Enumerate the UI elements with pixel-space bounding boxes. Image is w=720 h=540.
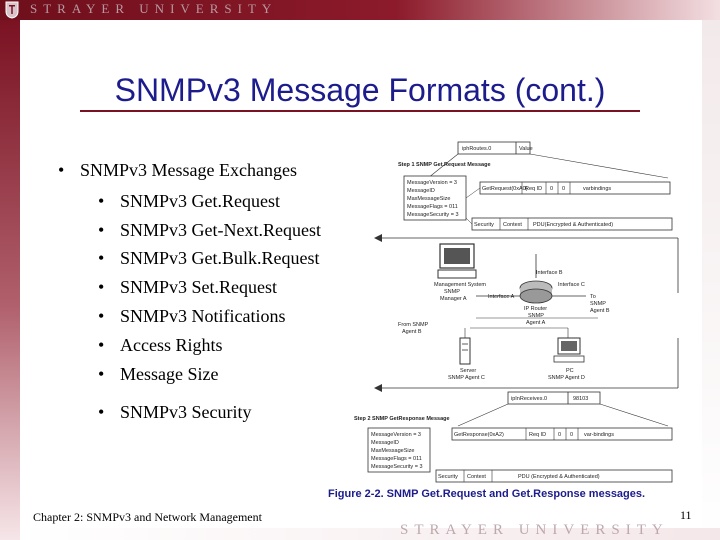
- top-banner: [0, 0, 720, 20]
- workstation-icon: [438, 244, 476, 278]
- pc-icon: [554, 338, 584, 362]
- sub-bullet-label: Message Size: [120, 364, 219, 384]
- bullet-main: • SNMPv3 Message Exchanges: [58, 160, 297, 180]
- university-seal-icon: [4, 1, 20, 19]
- varbind-name-bottom: ipInReceives.0: [511, 396, 548, 402]
- pc-label: PC SNMP Agent D: [548, 368, 585, 381]
- header-brand: STRAYER UNIVERSITY: [30, 1, 278, 16]
- from-agent-label: From SNMP Agent B: [398, 322, 429, 335]
- title-underline: [80, 110, 640, 112]
- router-icon: [520, 281, 552, 303]
- msg-field: MessageID: [371, 440, 399, 446]
- pdu-cell: Req ID: [525, 186, 543, 192]
- msg-field: MaxMessageSize: [371, 448, 415, 454]
- pdu-cell: 0: [570, 432, 574, 438]
- msg-field: MessageID: [407, 188, 435, 194]
- page-number: 11: [680, 508, 692, 522]
- msg-field: MaxMessageSize: [407, 196, 451, 202]
- footer-chapter: Chapter 2: SNMPv3 and Network Management: [33, 510, 262, 524]
- sub-bullet-label: SNMPv3 Get.Bulk.Request: [120, 248, 320, 268]
- sub-bullet-label: SNMPv3 Set.Request: [120, 277, 278, 297]
- msg-field: MessageSecurity = 3: [371, 464, 423, 470]
- pdu-cell: varbindings: [583, 186, 612, 192]
- varbind-name-top: iphRoutes.0: [462, 146, 492, 152]
- right-decor-bar: [702, 20, 720, 540]
- sec-cell: PDU(Encrypted & Authenticated): [533, 222, 614, 228]
- varbind-value-bottom: 98103: [573, 396, 589, 402]
- sub-bullet-label: SNMPv3 Notifications: [120, 306, 286, 326]
- snmp-message-figure: [354, 138, 688, 488]
- to-agent-label: To SNMP Agent B: [590, 294, 610, 314]
- sub-bullet: • Access Rights: [98, 335, 223, 355]
- pdu-cell: GetRequest(0xA0): [482, 186, 528, 192]
- sub-bullet: • SNMPv3 Get-Next.Request: [98, 220, 321, 240]
- sub-bullet-label: SNMPv3 Get.Request: [120, 191, 281, 211]
- router-label: IP Router SNMP Agent A: [524, 306, 548, 326]
- sec-cell: Security: [474, 222, 494, 228]
- sub-bullet: • SNMPv3 Set.Request: [98, 277, 278, 297]
- pdu-cell: var-bindings: [584, 432, 614, 438]
- figure-caption: Figure 2-2. SNMP Get.Request and Get.Response messages.: [328, 488, 646, 500]
- varbind-value-top: Value: [519, 146, 533, 152]
- sec-cell: Security: [438, 474, 458, 480]
- sub-bullet-label: Access Rights: [120, 335, 223, 355]
- sec-cell: PDU (Encrypted & Authenticated): [518, 474, 600, 480]
- step2-title: Step 2 SNMP GetResponse Message: [354, 416, 450, 422]
- msg-field: MessageSecurity = 3: [407, 212, 459, 218]
- sub-bullet: • SNMPv3 Get.Bulk.Request: [98, 248, 320, 268]
- sub-bullet-security: • SNMPv3 Security: [98, 402, 252, 422]
- server-label: Server SNMP Agent C: [448, 368, 485, 381]
- pdu-cell: 0: [562, 186, 566, 192]
- step1-title: Step 1 SNMP Get.Request Message: [398, 162, 491, 168]
- pdu-cell: 0: [558, 432, 562, 438]
- interface-c-label: Interface C: [558, 282, 585, 288]
- bullet-main-label: SNMPv3 Message Exchanges: [80, 160, 297, 180]
- left-decor-bar: [0, 20, 20, 540]
- pdu-cell: 0: [550, 186, 554, 192]
- msg-field: MessageVersion = 3: [371, 432, 421, 438]
- server-icon: [460, 338, 470, 364]
- sub-bullet-label: SNMPv3 Get-Next.Request: [120, 220, 321, 240]
- msg-field: MessageFlags = 011: [407, 204, 458, 210]
- sub-bullet-label: SNMPv3 Security: [120, 402, 252, 422]
- interface-a-label: Interface A: [488, 294, 515, 300]
- manager-label: Management System SNMP Manager A: [434, 282, 486, 302]
- pdu-cell: GetResponse(0xA2): [454, 432, 504, 438]
- pdu-cell: Req ID: [529, 432, 547, 438]
- interface-b-label: Interface B: [536, 270, 563, 276]
- slide-title: SNMPv3 Message Formats (cont.): [114, 72, 606, 108]
- sec-cell: Context: [503, 222, 522, 228]
- sec-cell: Context: [467, 474, 486, 480]
- sub-bullet: • SNMPv3 Get.Request: [98, 191, 281, 211]
- msg-field: MessageVersion = 3: [407, 180, 457, 186]
- msg-field: MessageFlags = 011: [371, 456, 422, 462]
- sub-bullet: • SNMPv3 Notifications: [98, 306, 286, 326]
- sub-bullet: • Message Size: [98, 364, 219, 384]
- footer-brand: STRAYER UNIVERSITY: [400, 522, 669, 538]
